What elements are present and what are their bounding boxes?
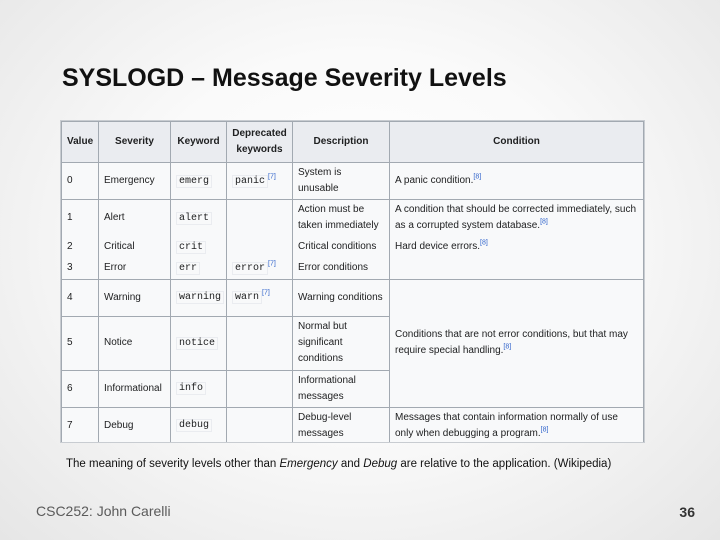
header-condition: Condition — [390, 122, 644, 163]
cell-severity: Debug — [99, 407, 171, 443]
cell-value: 3 — [62, 258, 99, 280]
reference-link[interactable]: [8] — [503, 343, 512, 351]
cell-condition — [390, 200, 644, 237]
keyword-code: debug — [176, 419, 212, 432]
cell-condition — [390, 407, 644, 443]
cell-severity: Warning — [99, 279, 171, 316]
header-deprecated-keywords: Deprecated keywords — [227, 122, 293, 163]
cell-value: 0 — [62, 163, 99, 200]
page-number: 36 — [679, 504, 695, 520]
deprecated-code: warn — [232, 291, 262, 304]
reference-link[interactable]: [7] — [268, 260, 276, 268]
table-row — [62, 200, 644, 237]
deprecated-code: error — [232, 262, 268, 275]
caption-text: and — [337, 458, 364, 470]
cell-severity: Informational — [99, 370, 171, 407]
condition-text: Hard device errors. — [395, 241, 481, 252]
condition-text: A condition that should be corrected immediately, such as a corrupted system database. — [395, 204, 637, 232]
slide-title: SYSLOGD – Message Severity Levels — [62, 64, 507, 92]
cell-deprecated — [227, 163, 293, 200]
reference-link[interactable]: [8] — [540, 218, 548, 226]
cell-severity: Emergency — [99, 163, 171, 200]
cell-description: Warning conditions — [293, 279, 390, 316]
cell-deprecated — [227, 279, 293, 316]
table-header-row — [62, 122, 644, 163]
cell-severity: Alert — [99, 200, 171, 237]
cell-deprecated — [227, 316, 293, 370]
condition-text: A panic condition. — [395, 175, 474, 186]
cell-deprecated — [227, 370, 293, 407]
cell-keyword — [171, 258, 227, 280]
cell-value: 6 — [62, 370, 99, 407]
reference-link[interactable]: [8] — [540, 426, 549, 434]
cell-deprecated — [227, 237, 293, 258]
cell-condition — [390, 370, 644, 407]
cell-description: Critical conditions — [293, 237, 390, 258]
cell-keyword — [171, 200, 227, 237]
cell-description: Normal but significant conditions — [293, 316, 390, 370]
cell-keyword — [171, 279, 227, 316]
footer-course-author: CSC252: John Carelli — [36, 503, 171, 519]
cell-keyword — [171, 237, 227, 258]
header-keyword: Keyword — [171, 122, 227, 163]
deprecated-code: panic — [232, 175, 268, 188]
cell-keyword — [171, 316, 227, 370]
header-value: Value — [62, 122, 99, 163]
cell-condition — [390, 258, 644, 280]
reference-link[interactable]: [7] — [268, 173, 276, 181]
header-severity: Severity — [99, 122, 171, 163]
cell-severity: Critical — [99, 237, 171, 258]
table-row — [62, 279, 644, 316]
table-row — [62, 316, 644, 370]
keyword-code: info — [176, 382, 206, 395]
header-description: Description — [293, 122, 390, 163]
table-row — [62, 237, 644, 258]
cell-condition — [390, 316, 644, 370]
keyword-code: crit — [176, 241, 206, 254]
table-row — [62, 258, 644, 280]
keyword-code: err — [176, 262, 200, 275]
caption-emphasis-debug: Debug — [363, 458, 398, 470]
cell-description: System is unusable — [293, 163, 390, 200]
cell-value: 1 — [62, 200, 99, 237]
keyword-code: alert — [176, 212, 212, 225]
cell-deprecated — [227, 258, 293, 280]
table-row — [62, 407, 644, 443]
cell-description: Debug-level messages — [293, 407, 390, 443]
condition-text: Messages that contain information normally of use only when debugging a program. — [395, 411, 618, 439]
cell-value: 2 — [62, 237, 99, 258]
table-row — [62, 370, 644, 407]
reference-link[interactable]: [8] — [473, 173, 482, 181]
cell-deprecated — [227, 200, 293, 237]
table-row — [62, 163, 644, 200]
table-caption — [66, 458, 611, 470]
cell-description: Informational messages — [293, 370, 390, 407]
cell-description: Error conditions — [293, 258, 390, 280]
cell-value: 5 — [62, 316, 99, 370]
cell-value: 7 — [62, 407, 99, 443]
cell-severity: Error — [99, 258, 171, 280]
cell-keyword — [171, 163, 227, 200]
cell-description: Action must be taken immediately — [293, 200, 390, 237]
keyword-code: warning — [176, 291, 224, 304]
cell-deprecated — [227, 407, 293, 443]
condition-text: Conditions that are not error conditions, but that may require special handling. — [395, 329, 628, 356]
cell-keyword — [171, 370, 227, 407]
reference-link[interactable]: [8] — [480, 239, 488, 247]
reference-link[interactable]: [7] — [262, 289, 270, 297]
cell-condition — [390, 237, 644, 258]
cell-condition — [390, 279, 644, 316]
caption-emphasis-emergency: Emergency — [279, 458, 338, 470]
cell-severity: Notice — [99, 316, 171, 370]
cell-condition — [390, 163, 644, 200]
keyword-code: notice — [176, 337, 218, 350]
severity-table — [61, 121, 644, 443]
keyword-code: emerg — [176, 175, 212, 188]
severity-table-container — [60, 120, 645, 443]
caption-text: are relative to the application. (Wikipedia) — [397, 458, 612, 470]
cell-value: 4 — [62, 279, 99, 316]
cell-keyword — [171, 407, 227, 443]
caption-text: The meaning of severity levels other than — [66, 458, 280, 470]
